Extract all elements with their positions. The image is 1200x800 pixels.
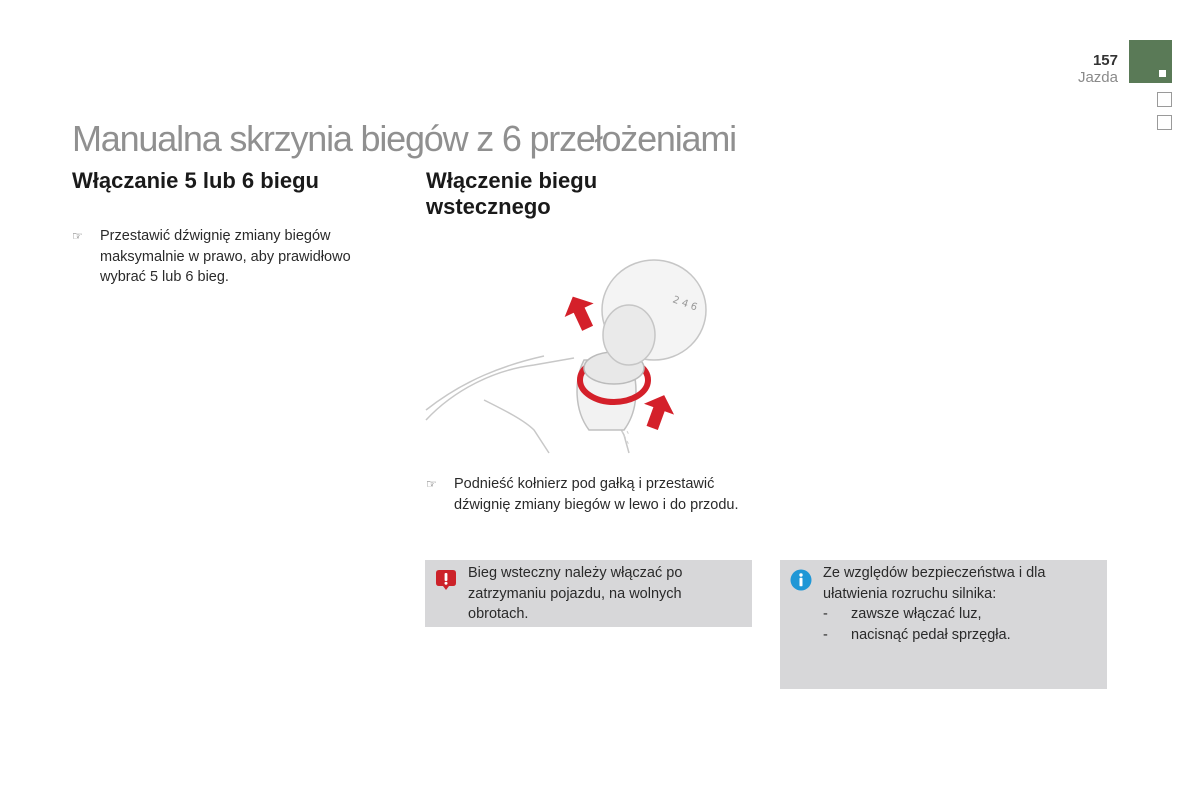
heading-5-6-gear: Włączanie 5 lub 6 biegu [72, 168, 319, 193]
warning-text: Bieg wsteczny należy włączać po zatrzymaniu pojazdu, na wolnych obrotach. [468, 565, 683, 622]
info-content [823, 563, 1093, 645]
instruction-5-6-gear [72, 226, 382, 290]
section-tab[interactable] [1129, 40, 1172, 83]
heading-reverse-gear: Włączenie biegu wstecznego [426, 168, 598, 219]
info-icon [790, 569, 812, 591]
dash-marker: - [823, 626, 828, 643]
warning-box [425, 560, 752, 627]
knob-digits: 2 4 6 [670, 294, 699, 314]
page-title: Manualna skrzynia biegów z 6 przełożeniami [72, 118, 736, 159]
current-marker [1159, 70, 1166, 77]
warning-exclamation-icon [435, 569, 457, 591]
info-intro: Ze względów bezpieczeństwa i dla ułatwienia rozruchu silnika: [823, 565, 1046, 602]
section-name: Jazda [1077, 69, 1118, 86]
info-list-item [823, 625, 1093, 646]
info-item-text: nacisnąć pedał sprzęgła. [851, 626, 1011, 643]
info-box [780, 560, 1107, 689]
page-number: 157 [1092, 52, 1118, 69]
hand-pointer-icon: ☞ [426, 477, 437, 491]
instruction-reverse-gear [426, 474, 746, 538]
info-list-item [823, 604, 1093, 625]
info-item-text: zawsze włączać luz, [851, 606, 982, 622]
instruction-text: Podnieść kołnierz pod gałką i przestawić dźwignię zmiany biegów w lewo i do przodu. [454, 476, 739, 513]
section-nav-box-2[interactable] [1157, 92, 1172, 107]
dash-marker: - [823, 606, 828, 622]
instruction-text: Przestawić dźwignię zmiany biegów maksymalnie w prawo, aby prawidłowo wybrać 5 lub 6 bieg. [100, 228, 351, 285]
hand-pointer-icon: ☞ [72, 229, 83, 243]
gear-lever-illustration [424, 240, 699, 455]
section-nav-box-3[interactable] [1157, 115, 1172, 130]
